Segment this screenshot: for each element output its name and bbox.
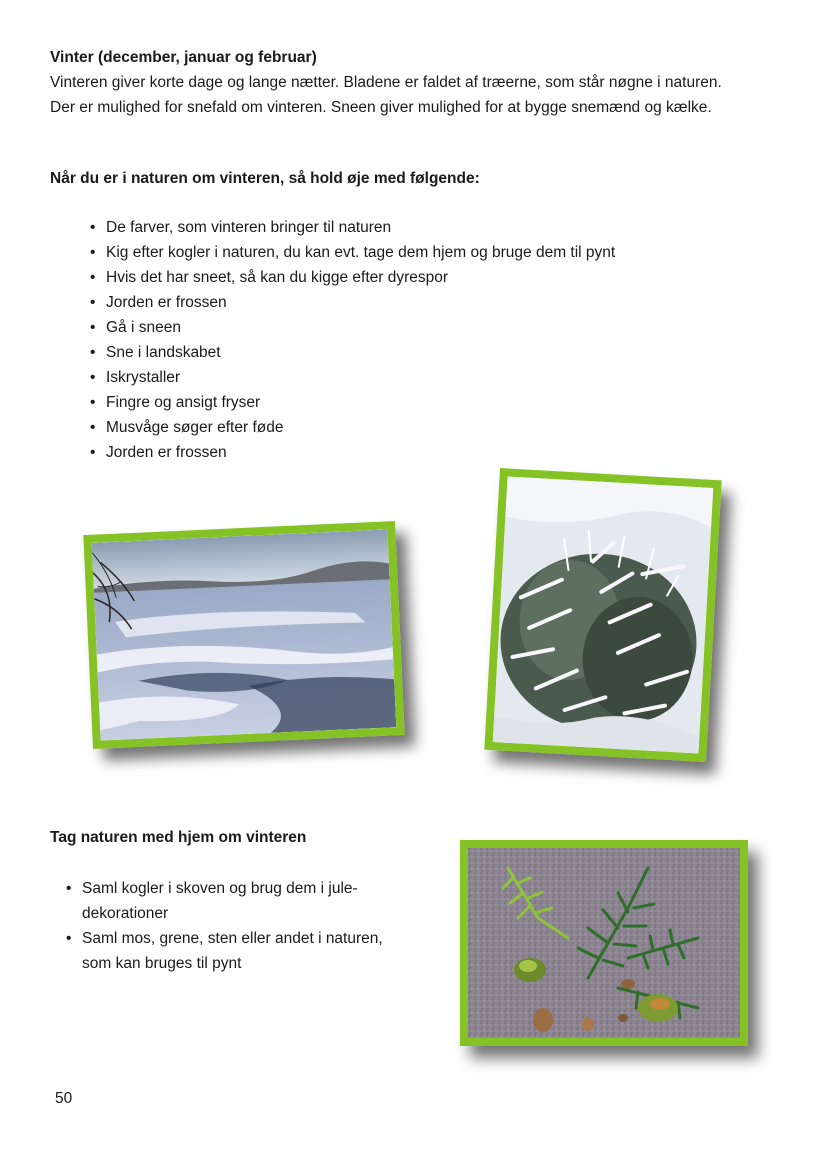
- list-item-line: • Saml mos, grene, sten eller andet i naturen,: [82, 930, 383, 947]
- winter-heading: Vinter (december, januar og februar): [50, 49, 317, 66]
- watch-list: [90, 215, 615, 465]
- list-item: • Jorden er frossen: [90, 290, 615, 315]
- moss-cones-image: [468, 848, 740, 1038]
- winter-paragraph-line-2: Der er mulighed for snefald om vinteren. Sneen giver mulighed for at bygge snemænd og kælke.: [50, 99, 712, 116]
- watch-heading: Når du er i naturen om vinteren, så hold øje med følgende:: [50, 170, 480, 187]
- list-item: • Sne i landskabet: [90, 340, 615, 365]
- frozen-lake-photo: [83, 521, 404, 749]
- list-item-line: som kan bruges til pynt: [82, 955, 242, 972]
- moss-cones-photo: [460, 840, 748, 1046]
- list-item: • Gå i sneen: [90, 315, 615, 340]
- frozen-lake-image: [92, 529, 397, 740]
- list-item: • Musvåge søger efter føde: [90, 415, 615, 440]
- page-number: 50: [55, 1090, 73, 1107]
- list-item: • Jorden er frossen: [90, 440, 615, 465]
- list-item-line: dekorationer: [82, 905, 169, 922]
- list-item: • Kig efter kogler i naturen, du kan evt. tage dem hjem og bruge dem til pynt: [90, 240, 615, 265]
- list-item: • Hvis det har sneet, så kan du kigge efter dyrespor: [90, 265, 615, 290]
- home-list: [66, 876, 426, 976]
- list-item: • Iskrystaller: [90, 365, 615, 390]
- home-heading: Tag naturen med hjem om vinteren: [50, 829, 307, 846]
- winter-paragraph-line-1: Vinteren giver korte dage og lange nætter. Bladene er faldet af træerne, som står nøgne i naturen.: [50, 74, 722, 91]
- list-item-line: • Saml kogler i skoven og brug dem i jule-: [82, 880, 358, 897]
- list-item: • Fingre og ansigt fryser: [90, 390, 615, 415]
- snowy-tree-image: [493, 476, 714, 753]
- list-item: [66, 876, 426, 926]
- snowy-tree-photo: [484, 468, 721, 762]
- list-item: • De farver, som vinteren bringer til naturen: [90, 215, 615, 240]
- list-item: [66, 926, 426, 976]
- winter-paragraph: [50, 70, 790, 120]
